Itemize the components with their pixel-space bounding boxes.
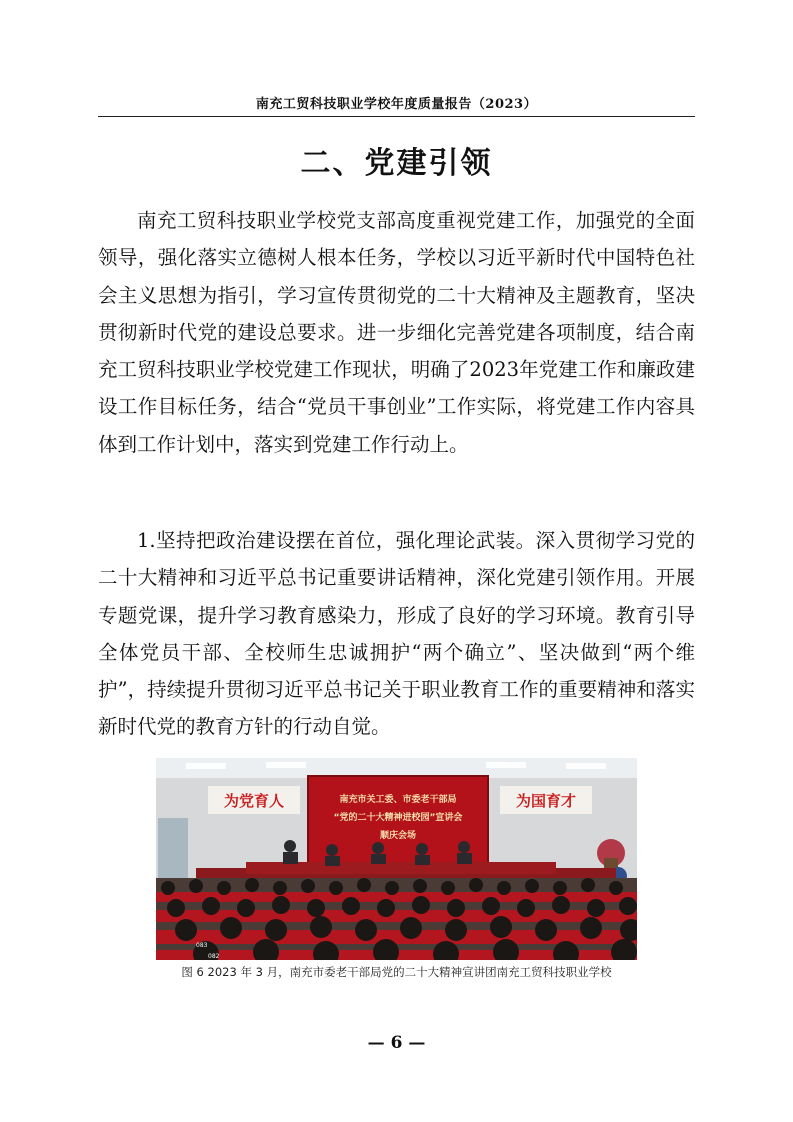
seat-label: 082	[208, 953, 220, 960]
body-paragraph-2	[98, 522, 695, 746]
screen-line-1: 南充市关工委、市委老干部局	[339, 795, 457, 805]
left-banner-text: 为党育人	[223, 792, 285, 810]
screen-line-2: “党的二十大精神进校园”宣讲会	[333, 813, 463, 823]
running-header: 南充工贸科技职业学校年度质量报告（2023）	[255, 97, 538, 112]
meeting-photo	[156, 758, 637, 960]
page-number: — 6 —	[367, 1033, 426, 1053]
paragraph-text: 南充工贸科技职业学校党支部高度重视党建工作，加强党的全面领导，强化落实立德树人根本任务，学校以习近平新时代中国特色社会主义思想为指引，学习宣传贯彻党的二十大精神及主题教育，坚决贯彻新时代党的建设总要求。进一步细化完善党建各项制度，结合南充工贸科技职业学校党建工作现状，明确了2023年党建工作和廉政建设工作目标任务，结合“党员干事创业”工作实际，将党建工作内容具体到工作计划中，落实到党建工作行动上。	[98, 209, 695, 456]
figure-caption: 图 6 2023 年 3 月，南充市委老干部局党的二十大精神宣讲团南充工贸科技职业学校	[181, 965, 612, 979]
seat-label: 083	[196, 942, 208, 949]
body-paragraph-1	[98, 202, 695, 463]
header-divider	[98, 116, 695, 117]
paragraph-text: 1.坚持把政治建设摆在首位，强化理论武装。深入贯彻学习党的二十大精神和习近平总书记重要讲话精神，深化党建引领作用。开展专题党课，提升学习教育感染力，形成了良好的学习环境。教育引导全体党员干部、全校师生忠诚拥护“两个确立”、坚决做到“两个维护”，持续提升贯彻习近平总书记关于职业教育工作的重要精神和落实新时代党的教育方针的行动自觉。	[98, 529, 695, 739]
section-title: 二、党建引领	[300, 146, 493, 181]
right-banner-text: 为国育才	[515, 792, 577, 810]
screen-line-3: 顺庆会场	[379, 831, 417, 841]
